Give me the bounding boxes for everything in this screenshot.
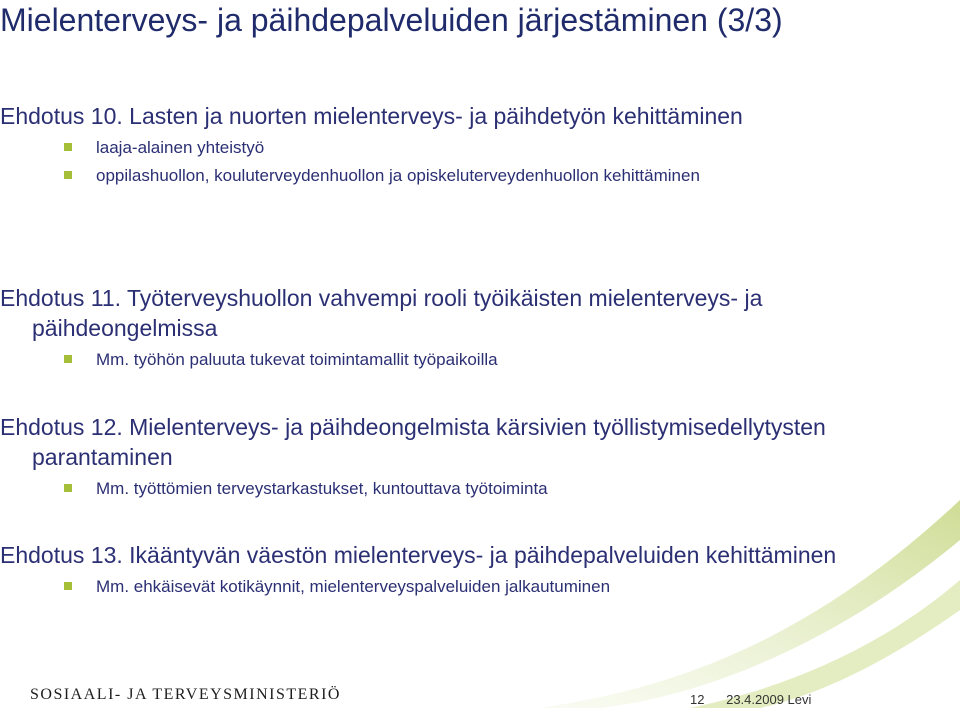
list-item xyxy=(0,478,930,500)
section-ehdotus-12 xyxy=(0,412,930,506)
decorative-wave xyxy=(540,500,960,708)
bullet-list xyxy=(0,478,930,500)
date-place: 23.4.2009 Levi xyxy=(726,692,812,707)
square-bullet-icon xyxy=(64,484,72,492)
bullet-text: Mm. työttömien terveystarkastukset, kuntouttava työtoiminta xyxy=(96,479,548,498)
slide-title: Mielenterveys- ja päihdepalveluiden järjestäminen (3/3) xyxy=(0,2,783,38)
section-ehdotus-10 xyxy=(0,101,930,193)
square-bullet-icon xyxy=(64,355,72,363)
page-number: 12 xyxy=(690,692,705,707)
ministry-logo: SOSIAALI- JA TERVEYSMINISTERIÖ xyxy=(30,686,341,703)
bullet-text: laaja-alainen yhteistyö xyxy=(96,138,265,157)
list-item xyxy=(0,165,930,187)
square-bullet-icon xyxy=(64,171,72,179)
square-bullet-icon xyxy=(64,582,72,590)
square-bullet-icon xyxy=(64,143,72,151)
list-item xyxy=(0,576,930,598)
list-item xyxy=(0,137,930,159)
footer-info xyxy=(690,692,811,707)
section-ehdotus-11 xyxy=(0,283,930,377)
section-heading: Ehdotus 10. Lasten ja nuorten mielenterveys- ja päihdetyön kehittäminen xyxy=(0,103,743,129)
bullet-text: Mm. ehkäisevät kotikäynnit, mielenterveyspalveluiden jalkautuminen xyxy=(96,577,611,596)
bullet-text: oppilashuollon, kouluterveydenhuollon ja opiskeluterveydenhuollon kehittäminen xyxy=(96,166,700,185)
list-item xyxy=(0,349,930,371)
bullet-list xyxy=(0,576,930,598)
section-ehdotus-13 xyxy=(0,540,930,604)
section-heading: Ehdotus 13. Ikääntyvän väestön mielenterveys- ja päihdepalveluiden kehittäminen xyxy=(0,542,837,568)
section-heading: Ehdotus 11. Työterveyshuollon vahvempi rooli työikäisten mielenterveys- ja päihdeongelmissa xyxy=(0,285,763,341)
bullet-list xyxy=(0,137,930,187)
section-heading: Ehdotus 12. Mielenterveys- ja päihdeongelmista kärsivien työllistymisedellytysten parantaminen xyxy=(0,414,826,470)
bullet-list xyxy=(0,349,930,371)
bullet-text: Mm. työhön paluuta tukevat toimintamallit työpaikoilla xyxy=(96,350,498,369)
